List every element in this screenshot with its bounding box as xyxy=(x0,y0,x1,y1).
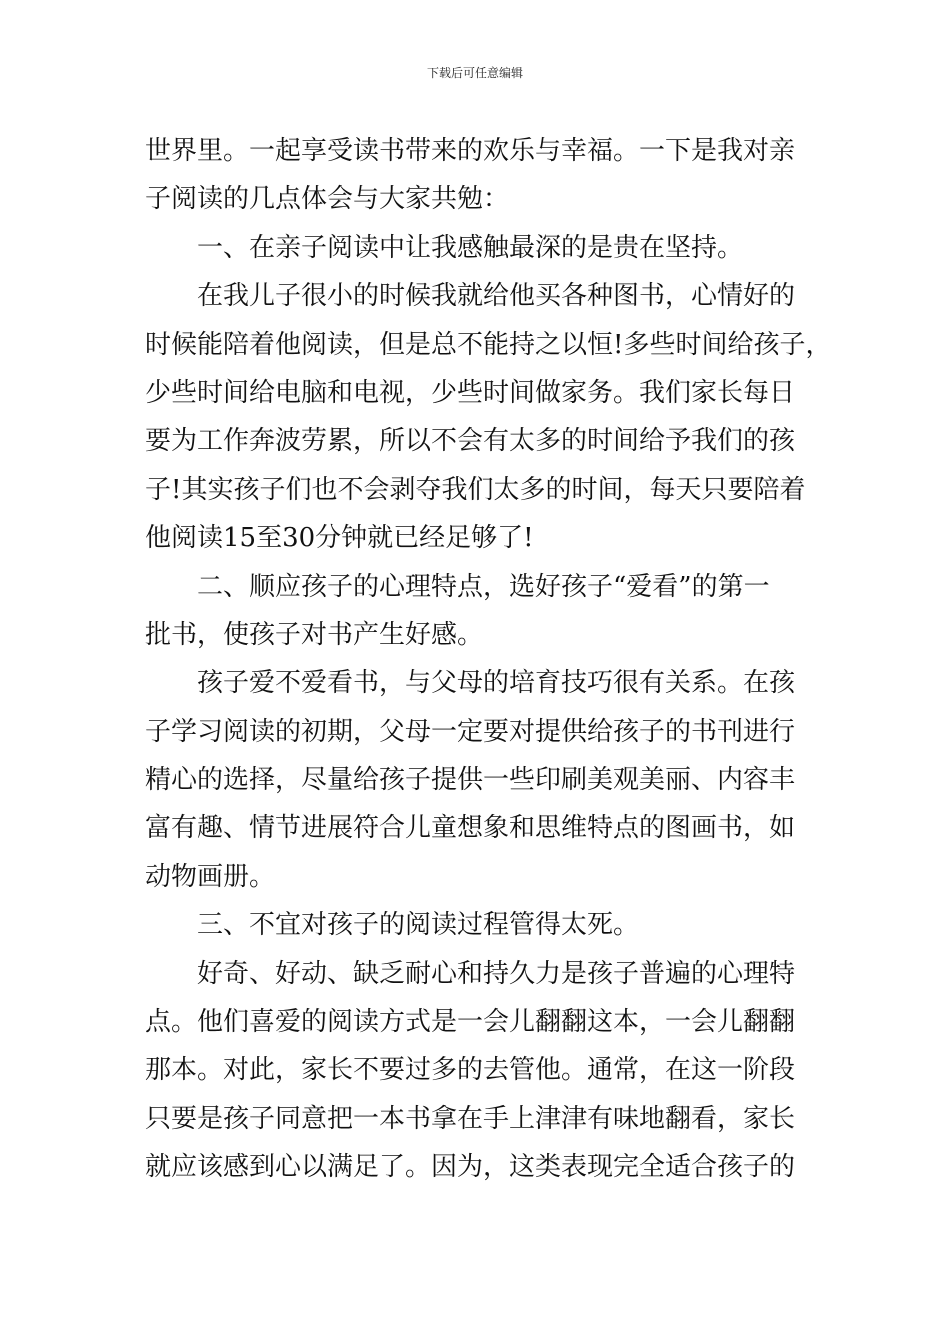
text-line: 动物画册。 xyxy=(145,861,276,892)
text-line: 好奇、好动、缺乏耐心和持久力是孩子普遍的心理特 xyxy=(197,958,796,989)
text-line: 富有趣、情节进展符合儿童想象和思维特点的图画书，如 xyxy=(145,813,796,844)
text-line: 精心的选择，尽量给孩子提供一些印刷美观美丽、内容丰 xyxy=(145,765,796,796)
section-heading: 二、顺应孩子的心理特点，选好孩子“爱看”的第一 xyxy=(197,571,770,602)
section-heading: 三、不宜对孩子的阅读过程管得太死。 xyxy=(197,910,640,941)
text-line: 就应该感到心以满足了。因为，这类表现完全适合孩子的 xyxy=(145,1152,796,1183)
text-line: 那本。对此，家长不要过多的去管他。通常，在这一阶段 xyxy=(145,1055,796,1086)
text-line: 批书，使孩子对书产生好感。 xyxy=(145,619,484,650)
text-line: 孩子爱不爱看书，与父母的培育技巧很有关系。在孩 xyxy=(197,668,796,699)
text-line: 少些时间给电脑和电视，少些时间做家务。我们家长每日 xyxy=(145,377,796,408)
text-line: 时候能陪着他阅读，但是总不能持之以恒!多些时间给孩子， xyxy=(145,329,832,360)
text-line: 子!其实孩子们也不会剥夺我们太多的时间，每天只要陪着 xyxy=(145,474,806,505)
page-header: 下载后可任意编辑 xyxy=(426,66,523,80)
text-line: 只要是孩子同意把一本书拿在手上津津有味地翻看，家长 xyxy=(145,1103,796,1134)
text-line: 在我儿子很小的时候我就给他买各种图书，心情好的 xyxy=(197,281,796,312)
text-line: 世界里。一起享受读书带来的欢乐与幸福。一下是我对亲 xyxy=(145,136,796,166)
text-line: 子阅读的几点体会与大家共勉： xyxy=(145,184,510,215)
text-line: 点。他们喜爱的阅读方式是一会儿翻翻这本，一会儿翻翻 xyxy=(145,1007,796,1038)
text-line: 他阅读15至30分钟就已经足够了! xyxy=(145,523,534,554)
text-line: 要为工作奔波劳累，所以不会有太多的时间给予我们的孩 xyxy=(145,426,796,457)
text-line: 子学习阅读的初期，父母一定要对提供给孩子的书刊进行 xyxy=(145,716,796,747)
section-heading: 一、在亲子阅读中让我感触最深的是贵在坚持。 xyxy=(197,232,744,263)
document-body xyxy=(145,127,832,1192)
